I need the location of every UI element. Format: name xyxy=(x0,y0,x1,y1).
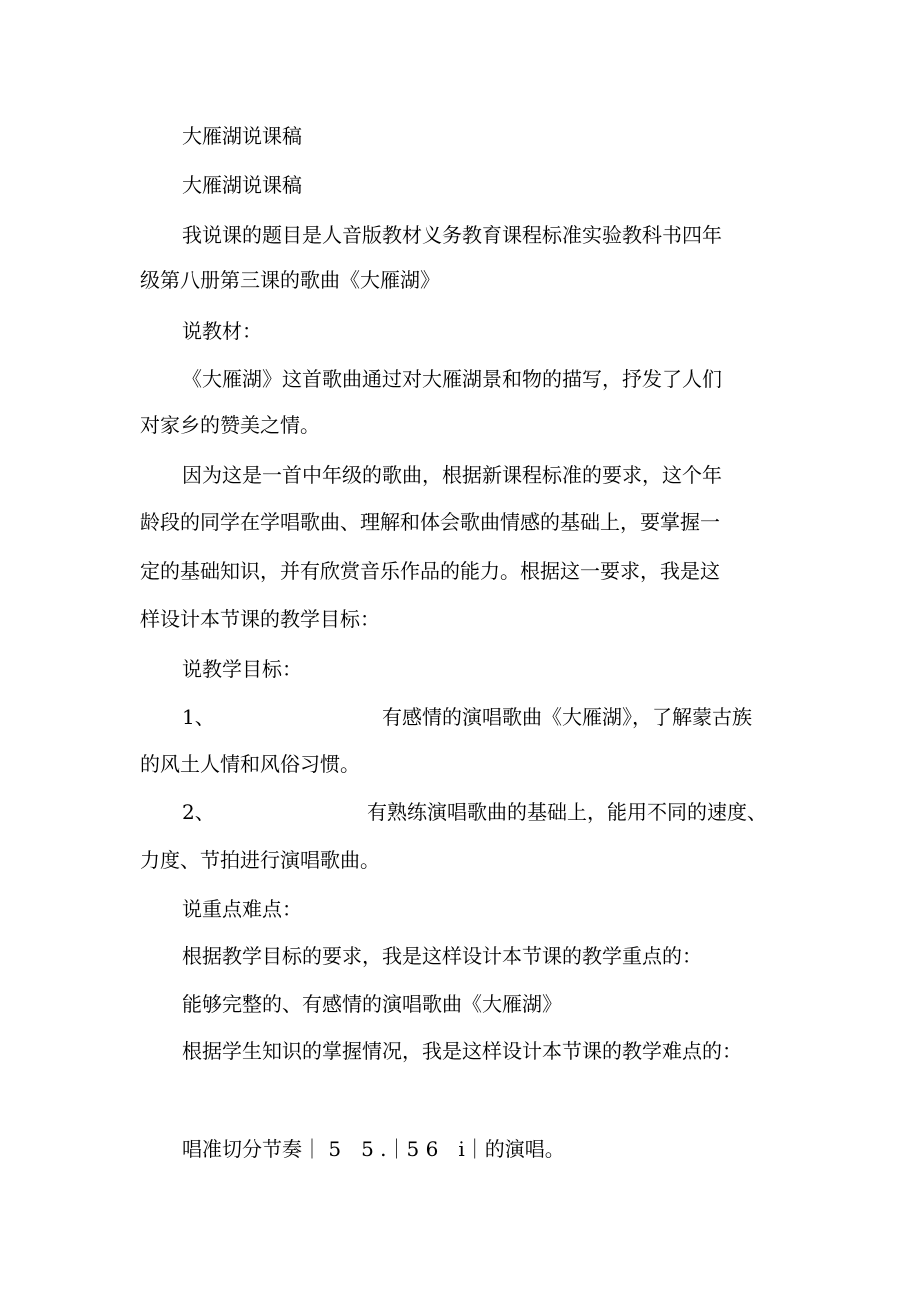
keypoint-intro: 根据教学目标的要求，我是这样设计本节课的教学重点的： xyxy=(182,944,702,968)
goal-1-number: 1、 xyxy=(182,705,215,729)
goals-heading: 说教学目标： xyxy=(182,657,302,681)
reason-para-line-2: 龄段的同学在学唱歌曲、理解和体会歌曲情感的基础上，要掌握一 xyxy=(140,510,720,534)
intro-line-1: 我说课的题目是人音版教材义务教育课程标准实验教科书四年 xyxy=(182,223,722,247)
textbook-heading: 说教材： xyxy=(182,319,262,343)
goal-2-line-2: 力度、节拍进行演唱歌曲。 xyxy=(140,848,380,872)
doc-subtitle: 大雁湖说课稿 xyxy=(182,173,302,197)
goal-2-text: 有熟练演唱歌曲的基础上，能用不同的速度、 xyxy=(367,800,767,824)
doc-title: 大雁湖说课稿 xyxy=(182,124,302,148)
intro-line-2: 级第八册第三课的歌曲《大雁湖》 xyxy=(140,268,440,292)
goal-1-line-2: 的风土人情和风俗习惯。 xyxy=(140,752,360,776)
difficulty: 唱准切分节奏｜ 5 5 .｜5 6 i｜的演唱。 xyxy=(182,1137,565,1161)
reason-para-line-1: 因为这是一首中年级的歌曲，根据新课程标准的要求，这个年 xyxy=(182,463,722,487)
goal-2-number: 2、 xyxy=(182,800,215,824)
reason-para-line-4: 样设计本节课的教学目标： xyxy=(140,607,380,631)
difficulty-intro: 根据学生知识的掌握情况，我是这样设计本节课的教学难点的： xyxy=(182,1039,742,1063)
textbook-para-line-2: 对家乡的赞美之情。 xyxy=(140,413,320,437)
keypoint: 能够完整的、有感情的演唱歌曲《大雁湖》 xyxy=(182,992,562,1016)
reason-para-line-3: 定的基础知识，并有欣赏音乐作品的能力。根据这一要求，我是这 xyxy=(140,559,720,583)
textbook-para-line-1: 《大雁湖》这首歌曲通过对大雁湖景和物的描写，抒发了人们 xyxy=(182,367,722,391)
goal-1-text: 有感情的演唱歌曲《大雁湖》，了解蒙古族 xyxy=(382,705,752,729)
keypoints-heading: 说重点难点： xyxy=(182,897,302,921)
